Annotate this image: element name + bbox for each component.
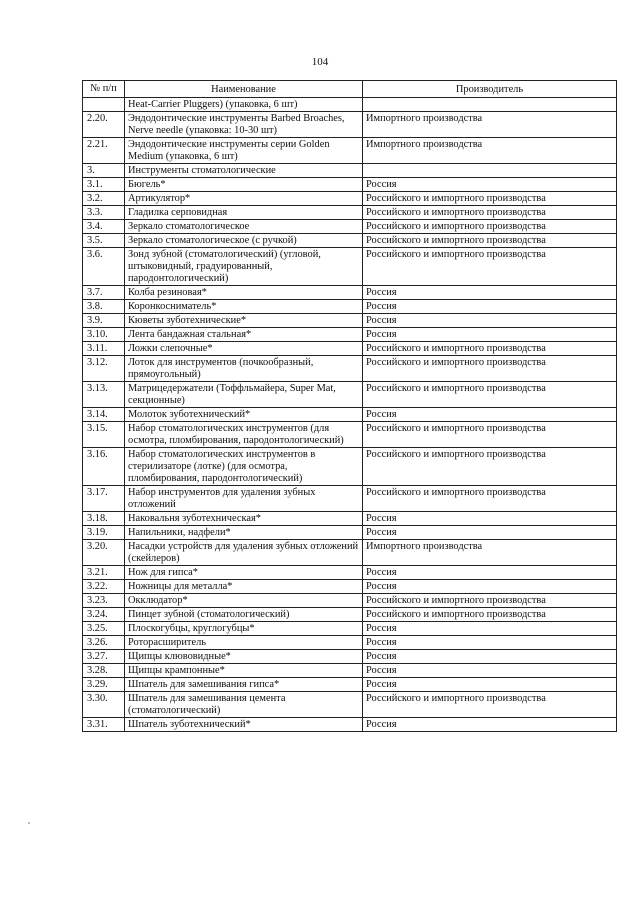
row-name: Гладилка серповидная: [125, 206, 363, 220]
table-row: [83, 580, 617, 594]
row-num: 3.26.: [83, 636, 125, 650]
row-maker: Россия: [363, 718, 617, 732]
row-name: Шпатель для замешивания цемента (стоматологический): [125, 692, 363, 718]
row-name: Колба резиновая*: [125, 286, 363, 300]
row-num: 3.19.: [83, 526, 125, 540]
row-num: 3.25.: [83, 622, 125, 636]
row-name: Инструменты стоматологические: [125, 164, 363, 178]
row-num: 3.17.: [83, 486, 125, 512]
row-num: 2.20.: [83, 112, 125, 138]
row-num: 3.7.: [83, 286, 125, 300]
row-maker: Россия: [363, 650, 617, 664]
row-name: Эндодонтические инструменты серии Golden Medium (упаковка, 6 шт): [125, 138, 363, 164]
row-maker: Российского и импортного производства: [363, 356, 617, 382]
table-row: [83, 636, 617, 650]
table-body: [83, 98, 617, 732]
table-row: [83, 206, 617, 220]
header-maker: Производитель: [363, 81, 617, 98]
row-num: 3.11.: [83, 342, 125, 356]
row-num: 3.14.: [83, 408, 125, 422]
row-num: 3.12.: [83, 356, 125, 382]
row-name: Окклюдатор*: [125, 594, 363, 608]
row-maker: [363, 98, 617, 112]
row-num: 3.22.: [83, 580, 125, 594]
table-header-row: [83, 81, 617, 98]
row-num: 3.13.: [83, 382, 125, 408]
row-name: Кюветы зуботехнические*: [125, 314, 363, 328]
table-row: [83, 664, 617, 678]
table-row: [83, 622, 617, 636]
row-num: [83, 98, 125, 112]
row-maker: Россия: [363, 300, 617, 314]
row-name: Набор инструментов для удаления зубных отложений: [125, 486, 363, 512]
table-row: [83, 138, 617, 164]
instruments-table: [82, 80, 617, 732]
table-row: [83, 248, 617, 286]
row-num: 3.3.: [83, 206, 125, 220]
table-row: [83, 650, 617, 664]
row-name: Щипцы крампонные*: [125, 664, 363, 678]
row-maker: Импортного производства: [363, 138, 617, 164]
table-row: [83, 328, 617, 342]
table-row: [83, 178, 617, 192]
row-num: 3.10.: [83, 328, 125, 342]
row-name: Зеркало стоматологическое (с ручкой): [125, 234, 363, 248]
row-name: Пинцет зубной (стоматологический): [125, 608, 363, 622]
table-row: [83, 486, 617, 512]
row-num: 3.18.: [83, 512, 125, 526]
row-maker: Российского и импортного производства: [363, 486, 617, 512]
row-name: Матрицедержатели (Тоффльмайера, Super Mat, секционные): [125, 382, 363, 408]
row-num: 3.9.: [83, 314, 125, 328]
row-maker: Российского и импортного производства: [363, 692, 617, 718]
row-maker: Россия: [363, 314, 617, 328]
row-num: 3.28.: [83, 664, 125, 678]
row-num: 2.21.: [83, 138, 125, 164]
row-num: 3.2.: [83, 192, 125, 206]
row-num: 3.1.: [83, 178, 125, 192]
row-maker: Россия: [363, 678, 617, 692]
row-name: Heat-Carrier Pluggers) (упаковка, 6 шт): [125, 98, 363, 112]
row-maker: Российского и импортного производства: [363, 608, 617, 622]
row-num: 3.31.: [83, 718, 125, 732]
margin-speck: [28, 822, 30, 824]
row-maker: Российского и импортного производства: [363, 206, 617, 220]
row-name: Нож для гипса*: [125, 566, 363, 580]
table-row: [83, 408, 617, 422]
row-maker: Россия: [363, 286, 617, 300]
row-name: Напильники, надфели*: [125, 526, 363, 540]
row-maker: Российского и импортного производства: [363, 234, 617, 248]
row-name: Шпатель зуботехнический*: [125, 718, 363, 732]
row-maker: Импортного производства: [363, 112, 617, 138]
row-maker: Россия: [363, 566, 617, 580]
row-num: 3.21.: [83, 566, 125, 580]
row-num: 3.27.: [83, 650, 125, 664]
row-num: 3.4.: [83, 220, 125, 234]
table-row: [83, 356, 617, 382]
row-name: Набор стоматологических инструментов (для осмотра, пломбирования, пародонтологический): [125, 422, 363, 448]
row-maker: Российского и импортного производства: [363, 342, 617, 356]
row-maker: Российского и импортного производства: [363, 248, 617, 286]
table-row: [83, 314, 617, 328]
row-num: 3.30.: [83, 692, 125, 718]
row-name: Плоскогубцы, круглогубцы*: [125, 622, 363, 636]
row-name: Ножницы для металла*: [125, 580, 363, 594]
row-name: Насадки устройств для удаления зубных отложений (скейлеров): [125, 540, 363, 566]
row-maker: Россия: [363, 636, 617, 650]
row-num: 3.5.: [83, 234, 125, 248]
table-row: [83, 718, 617, 732]
table-row: [83, 112, 617, 138]
row-name: Молоток зуботехнический*: [125, 408, 363, 422]
row-name: Набор стоматологических инструментов в стерилизаторе (лотке) (для осмотра, пломбирования, пародонтологический): [125, 448, 363, 486]
row-maker: Россия: [363, 664, 617, 678]
row-name: Коронкосниматель*: [125, 300, 363, 314]
row-maker: Россия: [363, 512, 617, 526]
row-maker: Российского и импортного производства: [363, 220, 617, 234]
row-name: Артикулятор*: [125, 192, 363, 206]
table-row: [83, 220, 617, 234]
table-row: [83, 342, 617, 356]
table-row: [83, 234, 617, 248]
table-row: [83, 594, 617, 608]
row-num: 3.29.: [83, 678, 125, 692]
row-num: 3.: [83, 164, 125, 178]
row-maker: [363, 164, 617, 178]
row-name: Наковальня зуботехническая*: [125, 512, 363, 526]
row-maker: Российского и импортного производства: [363, 192, 617, 206]
table-row: [83, 300, 617, 314]
table-row: [83, 526, 617, 540]
table-row: [83, 540, 617, 566]
row-num: 3.20.: [83, 540, 125, 566]
table-row: [83, 608, 617, 622]
header-name: Наименование: [125, 81, 363, 98]
row-maker: Российского и импортного производства: [363, 594, 617, 608]
row-maker: Российского и импортного производства: [363, 422, 617, 448]
row-num: 3.24.: [83, 608, 125, 622]
row-name: Щипцы клювовидные*: [125, 650, 363, 664]
table-row: [83, 98, 617, 112]
row-num: 3.23.: [83, 594, 125, 608]
row-name: Роторасширитель: [125, 636, 363, 650]
row-maker: Россия: [363, 178, 617, 192]
table-row: [83, 192, 617, 206]
table-row: [83, 422, 617, 448]
row-maker: Российского и импортного производства: [363, 448, 617, 486]
table-row: [83, 566, 617, 580]
row-name: Зеркало стоматологическое: [125, 220, 363, 234]
row-maker: Россия: [363, 328, 617, 342]
row-name: Лента бандажная стальная*: [125, 328, 363, 342]
row-maker: Российского и импортного производства: [363, 382, 617, 408]
row-name: Лоток для инструментов (почкообразный, прямоугольный): [125, 356, 363, 382]
row-maker: Россия: [363, 622, 617, 636]
row-name: Шпатель для замешивания гипса*: [125, 678, 363, 692]
table-row: [83, 512, 617, 526]
row-name: Ложки слепочные*: [125, 342, 363, 356]
row-name: Зонд зубной (стоматологический) (угловой, штыковидный, градуированный, пародонтологический): [125, 248, 363, 286]
table-row: [83, 448, 617, 486]
row-maker: Россия: [363, 580, 617, 594]
table-row: [83, 286, 617, 300]
page-number: 104: [311, 56, 329, 68]
table-row: [83, 692, 617, 718]
table-row: [83, 678, 617, 692]
header-num: № п/п: [83, 81, 125, 98]
table-row: [83, 382, 617, 408]
row-maker: Импортного производства: [363, 540, 617, 566]
row-name: Эндодонтические инструменты Barbed Broaches, Nerve needle (упаковка: 10-30 шт): [125, 112, 363, 138]
row-num: 3.16.: [83, 448, 125, 486]
row-num: 3.6.: [83, 248, 125, 286]
row-maker: Россия: [363, 526, 617, 540]
row-name: Бюгель*: [125, 178, 363, 192]
table-row: [83, 164, 617, 178]
row-num: 3.8.: [83, 300, 125, 314]
row-num: 3.15.: [83, 422, 125, 448]
row-maker: Россия: [363, 408, 617, 422]
